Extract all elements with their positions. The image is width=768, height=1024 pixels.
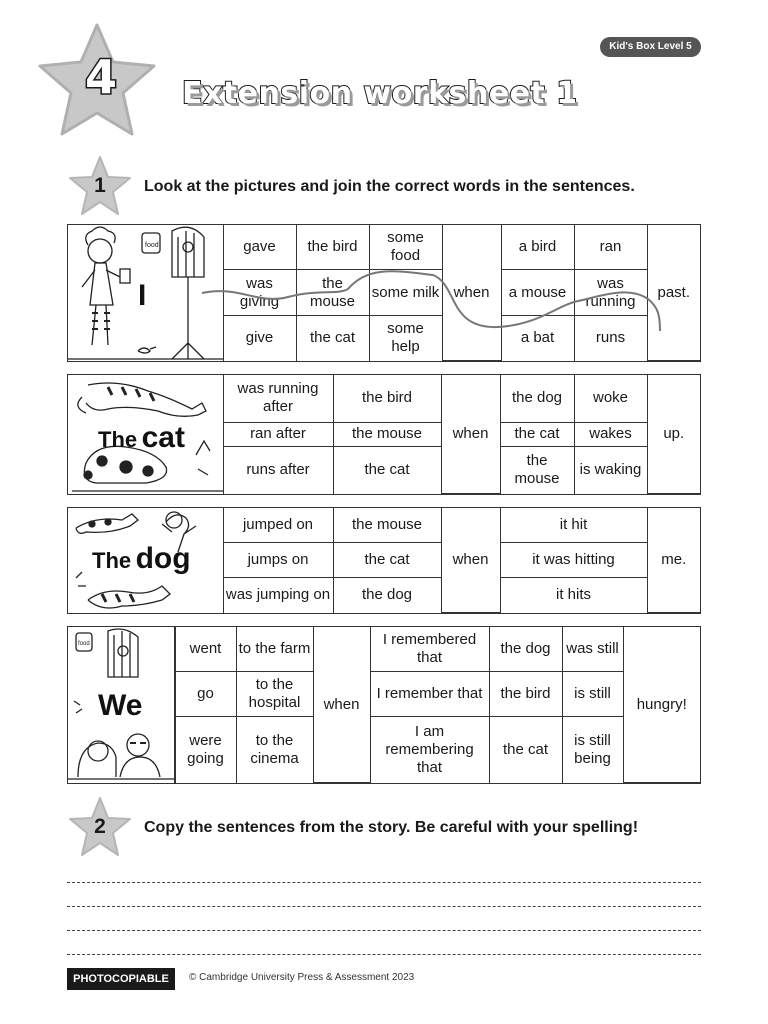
when-cell: when bbox=[441, 508, 500, 613]
word-cell[interactable]: a mouse bbox=[501, 270, 574, 316]
word-cell[interactable]: a bird bbox=[501, 225, 574, 270]
subject-i: I bbox=[138, 279, 147, 312]
level-badge: Kid's Box Level 5 bbox=[600, 37, 701, 57]
picture-cat-and-dog bbox=[68, 375, 224, 494]
when-cell: when bbox=[441, 375, 500, 494]
word-cell[interactable]: the dog bbox=[333, 578, 441, 613]
word-cell[interactable]: was jumping on bbox=[223, 578, 333, 613]
word-cell[interactable]: some help bbox=[369, 316, 442, 361]
word-cell[interactable]: jumps on bbox=[223, 543, 333, 578]
food-sign-label: food bbox=[78, 641, 90, 647]
ending-cell: hungry! bbox=[623, 627, 700, 783]
word-cell[interactable]: is still being bbox=[562, 716, 623, 782]
word-cell[interactable]: gave bbox=[223, 225, 296, 270]
word-cell[interactable]: the cat bbox=[296, 316, 369, 361]
sentence-block-we bbox=[67, 626, 701, 784]
word-cell[interactable]: it hits bbox=[500, 578, 647, 613]
word-cell[interactable]: the cat bbox=[500, 422, 574, 446]
word-cell[interactable]: the dog bbox=[489, 627, 562, 671]
word-grid-the-cat bbox=[223, 375, 701, 494]
ending-cell: me. bbox=[647, 508, 700, 613]
subject-we: We bbox=[98, 689, 143, 722]
photocopiable-badge: PHOTOCOPIABLE bbox=[67, 968, 175, 990]
example-join-line bbox=[198, 245, 668, 345]
word-cell[interactable]: the cat bbox=[333, 446, 441, 493]
word-cell[interactable]: some milk bbox=[369, 270, 442, 316]
exercise-2-instruction: Copy the sentences from the story. Be careful with your spelling! bbox=[144, 819, 639, 836]
word-cell[interactable]: to the cinema bbox=[236, 716, 313, 782]
word-cell[interactable]: the bird bbox=[489, 671, 562, 716]
word-cell[interactable]: I am remembering that bbox=[370, 716, 489, 782]
writing-line[interactable] bbox=[67, 906, 701, 907]
word-cell[interactable]: is waking bbox=[574, 446, 647, 493]
word-grid-we bbox=[175, 627, 701, 783]
word-cell[interactable]: went bbox=[175, 627, 236, 671]
exercise-1-number: 1 bbox=[94, 174, 106, 197]
subject-article: The bbox=[98, 427, 138, 452]
word-cell[interactable]: I remembered that bbox=[370, 627, 489, 671]
word-cell[interactable]: the mouse bbox=[296, 270, 369, 316]
picture-dog-jumping bbox=[68, 508, 224, 613]
worksheet-title: Extension worksheet 1 bbox=[182, 76, 578, 111]
word-cell[interactable]: jumped on bbox=[223, 508, 333, 543]
word-cell[interactable]: woke bbox=[574, 375, 647, 422]
word-grid-the-dog bbox=[223, 508, 701, 613]
exercise-1-instruction: Look at the pictures and join the correct words in the sentences. bbox=[144, 178, 635, 195]
writing-line[interactable] bbox=[67, 882, 701, 883]
word-cell[interactable]: the bird bbox=[296, 225, 369, 270]
subject-the-dog bbox=[92, 542, 191, 576]
unit-number: 4 bbox=[84, 50, 117, 104]
subject-the-cat bbox=[98, 421, 185, 455]
food-sign-label: food bbox=[145, 242, 159, 249]
subject-noun: cat bbox=[141, 421, 185, 454]
sentence-block-the-cat bbox=[67, 374, 701, 495]
sentence-block-i bbox=[67, 224, 701, 362]
word-cell[interactable]: the bird bbox=[333, 375, 441, 422]
writing-line[interactable] bbox=[67, 954, 701, 955]
word-cell[interactable]: a bat bbox=[501, 316, 574, 361]
word-cell[interactable]: to the farm bbox=[236, 627, 313, 671]
subject-article: The bbox=[92, 548, 132, 573]
word-cell[interactable]: give bbox=[223, 316, 296, 361]
copyright-text: © Cambridge University Press & Assessment 2023 bbox=[189, 972, 415, 983]
picture-family bbox=[68, 627, 175, 783]
word-cell[interactable]: the cat bbox=[333, 543, 441, 578]
word-cell[interactable]: was still bbox=[562, 627, 623, 671]
word-cell[interactable]: some food bbox=[369, 225, 442, 270]
word-cell[interactable]: was running after bbox=[223, 375, 333, 422]
word-cell[interactable]: the dog bbox=[500, 375, 574, 422]
word-cell[interactable]: it hit bbox=[500, 508, 647, 543]
word-cell[interactable]: the mouse bbox=[333, 508, 441, 543]
when-cell: when bbox=[313, 627, 370, 783]
word-cell[interactable]: go bbox=[175, 671, 236, 716]
word-cell[interactable]: to the hospital bbox=[236, 671, 313, 716]
subject-noun: dog bbox=[135, 542, 191, 575]
word-cell[interactable]: was running bbox=[574, 270, 647, 316]
word-cell[interactable]: the mouse bbox=[333, 422, 441, 446]
word-cell[interactable]: ran after bbox=[223, 422, 333, 446]
word-cell[interactable]: were going bbox=[175, 716, 236, 782]
word-cell[interactable]: I remember that bbox=[370, 671, 489, 716]
ending-cell: up. bbox=[647, 375, 700, 494]
when-cell: when bbox=[442, 225, 501, 361]
ending-cell: past. bbox=[647, 225, 700, 361]
word-cell[interactable]: runs bbox=[574, 316, 647, 361]
exercise-2-number: 2 bbox=[94, 815, 106, 838]
word-cell[interactable]: wakes bbox=[574, 422, 647, 446]
word-cell[interactable]: it was hitting bbox=[500, 543, 647, 578]
word-cell[interactable]: the cat bbox=[489, 716, 562, 782]
word-cell[interactable]: the mouse bbox=[500, 446, 574, 493]
word-cell[interactable]: ran bbox=[574, 225, 647, 270]
word-cell[interactable]: is still bbox=[562, 671, 623, 716]
word-cell[interactable]: was giving bbox=[223, 270, 296, 316]
writing-line[interactable] bbox=[67, 930, 701, 931]
sentence-block-the-dog bbox=[67, 507, 701, 614]
word-cell[interactable]: runs after bbox=[223, 446, 333, 493]
